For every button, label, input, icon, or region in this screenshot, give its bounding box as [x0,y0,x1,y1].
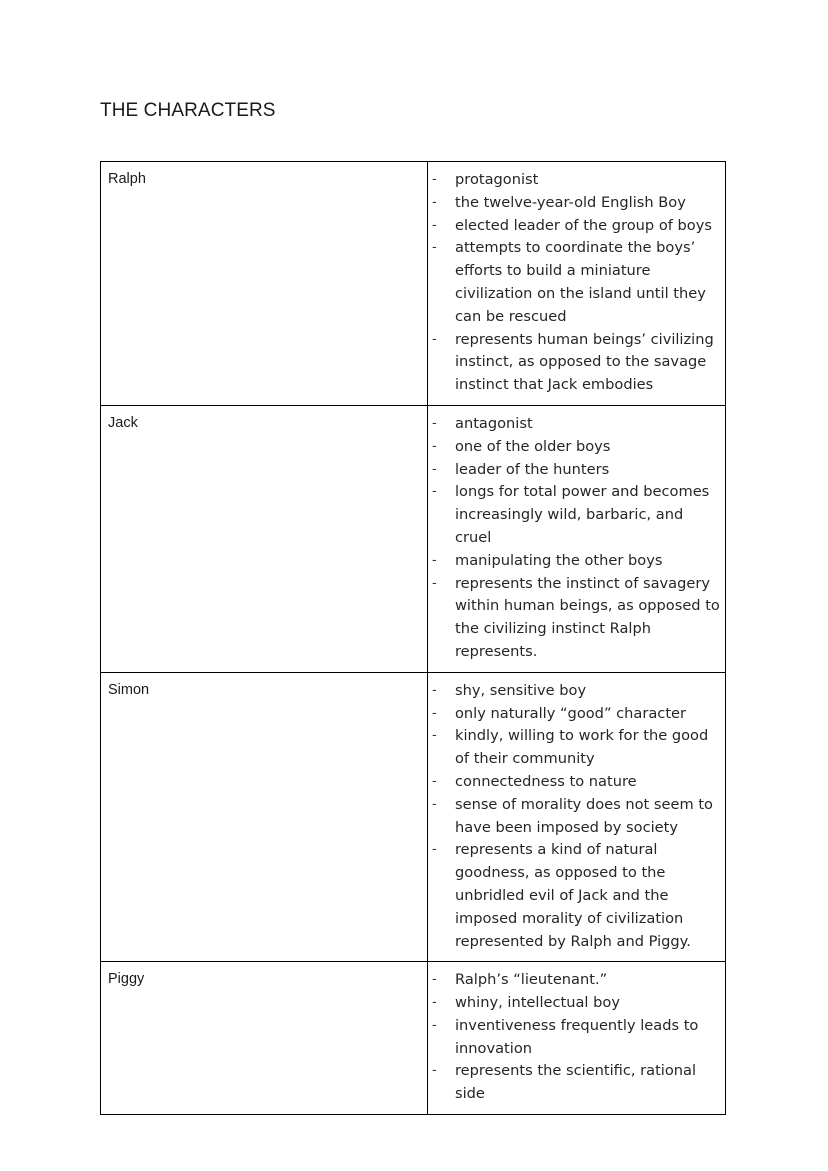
character-name: Ralph [101,162,428,406]
character-traits [428,405,726,672]
list-item: - represents a kind of natural goodness, as opposed to the unbridled evil of Jack and the imposed morality of civilization represented by Ralph and Piggy. [432,841,691,950]
list-item: - whiny, intellectual boy [428,992,721,1015]
list-item: - connectedness to nature [428,771,721,794]
dash-bullet: - [432,172,437,187]
character-traits [428,162,726,406]
dash-bullet: - [432,484,437,500]
list-item: - manipulating the other boys [428,550,721,573]
list-item: - inventiveness frequently leads to innovation [432,1016,699,1057]
list-item: - elected leader of the group of boys [428,215,721,238]
list-item: - leader of the hunters [428,459,721,482]
list-item: - longs for total power and becomes increasingly wild, barbaric, and cruel [432,483,710,546]
dash-bullet: - [432,415,437,431]
dash-bullet: - [432,972,437,988]
dash-bullet: - [432,705,437,721]
table-row [101,405,726,672]
character-name: Simon [101,672,428,962]
list-item: - Ralph’s “lieutenant.” [428,969,721,992]
list-item: - kindly, willing to work for the good of their community [432,727,709,768]
list-item: - attempts to coordinate the boys’ efforts to build a miniature civilization on the island until they can be rescued [432,239,706,325]
dash-bullet: - [432,217,437,233]
dash-bullet: - [432,331,437,347]
page-title: THE CHARACTERS [100,100,276,121]
dash-bullet: - [432,461,437,477]
dash-bullet: - [432,842,437,858]
characters-table [100,161,726,1115]
dash-bullet: - [432,995,437,1011]
dash-bullet: - [432,682,437,698]
dash-bullet: - [432,1063,437,1079]
dash-bullet: - [432,552,437,568]
table-row [101,162,726,406]
list-item: - represents human beings’ civilizing instinct, as opposed to the savage instinct that Jack embodies [432,330,714,394]
list-item: - antagonist [428,413,721,436]
list-item: - one of the older boys [428,436,721,459]
list-item: - represents the scientific, rational side [432,1062,697,1103]
list-item: - shy, sensitive boy [428,680,721,703]
dash-bullet: - [432,438,437,454]
character-traits [428,962,726,1115]
dash-bullet: - [432,796,437,812]
dash-bullet: - [432,773,437,789]
table-row [101,672,726,962]
dash-bullet: - [432,240,437,256]
dash-bullet: - [432,1017,437,1033]
list-item: - sense of morality does not seem to have been imposed by society [432,795,713,836]
list-item: - represents the instinct of savagery within human beings, as opposed to the civilizing instinct Ralph represents. [432,574,720,660]
list-item: - only naturally “good” character [428,703,721,726]
dash-bullet: - [432,194,437,210]
table-row [101,962,726,1115]
character-name: Jack [101,405,428,672]
character-name: Piggy [101,962,428,1115]
dash-bullet: - [432,728,437,744]
list-item: - the twelve-year-old English Boy [428,192,721,215]
character-traits [428,672,726,962]
list-item: - protagonist [428,169,721,192]
dash-bullet: - [432,575,437,591]
